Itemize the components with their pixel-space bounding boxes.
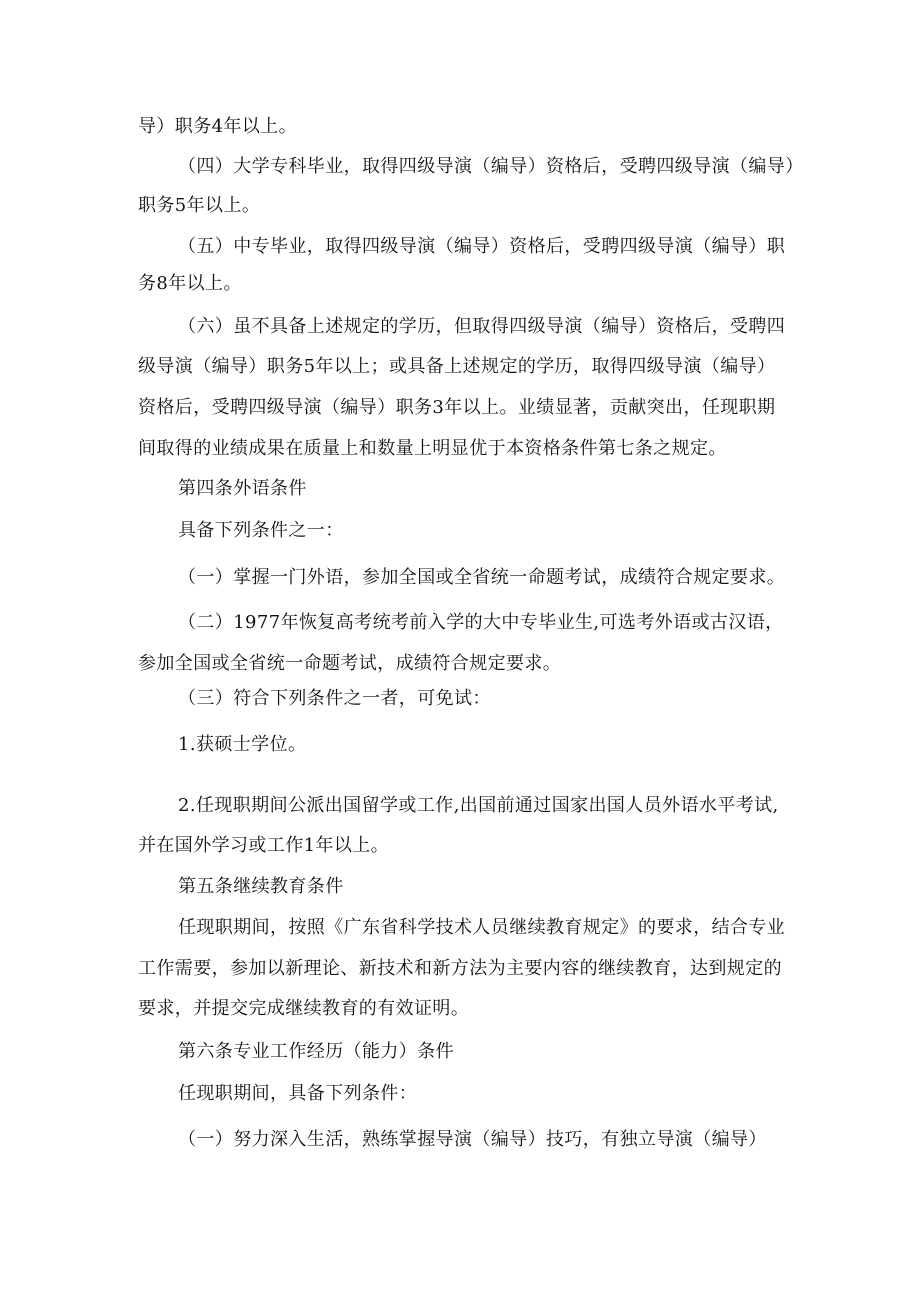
text-line: 要求，并提交完成继续教育的有效证明。 [138, 998, 470, 1019]
text-line: 间取得的业绩成果在质量上和数量上明显优于本资格条件第七条之规定。 [138, 438, 727, 459]
text-line: （五）中专毕业，取得四级导演（编导）资格后，受聘四级导演（编导）职 [178, 236, 786, 257]
section-heading: 第六条专业工作经历（能力）条件 [178, 1041, 454, 1062]
text-line: 资格后，受聘四级导演（编导）职务3年以上。业绩显著，贡献突出，任现职期 [138, 397, 776, 418]
section-heading: 第四条外语条件 [178, 478, 307, 499]
text-line: 职务5年以上。 [138, 195, 261, 216]
text-line: （二）1977年恢复高考统考前入学的大中专毕业生,可选考外语或古汉语， [178, 612, 784, 633]
text-line: （三）符合下列条件之一者，可免试： [178, 688, 491, 709]
text-line: （一）努力深入生活，熟练掌握导演（编导）技巧，有独立导演（编导） [178, 1129, 767, 1150]
text-line: 并在国外学习或工作1年以上。 [138, 835, 390, 856]
text-line: （六）虽不具备上述规定的学历，但取得四级导演（编导）资格后，受聘四 [178, 316, 786, 337]
text-line: 工作需要，参加以新理论、新技术和新方法为主要内容的继续教育，达到规定的 [138, 958, 782, 979]
text-line: 导）职务4年以上。 [138, 116, 298, 137]
text-line: 级导演（编导）职务5年以上；或具备上述规定的学历，取得四级导演（编导） [138, 356, 776, 377]
text-line: 任现职期间，具备下列条件： [178, 1083, 418, 1104]
text-line: 1.获硕士学位。 [178, 734, 307, 755]
text-line: （四）大学专科毕业，取得四级导演（编导）资格后，受聘四级导演（编导） [178, 156, 804, 177]
text-line: （一）掌握一门外语，参加全国或全省统一命题考试，成绩符合规定要求。 [178, 567, 786, 588]
text-line: 任现职期间，按照《广东省科学技术人员继续教育规定》的要求，结合专业 [178, 917, 786, 938]
text-line: 具备下列条件之一： [178, 520, 344, 541]
text-line: 参加全国或全省统一命题考试，成绩符合规定要求。 [138, 653, 562, 674]
text-line: 2.任现职期间公派出国留学或工作,出国前通过国家出国人员外语水平考试, [178, 795, 779, 816]
section-heading: 第五条继续教育条件 [178, 876, 344, 897]
text-line: 务8年以上。 [138, 273, 242, 294]
